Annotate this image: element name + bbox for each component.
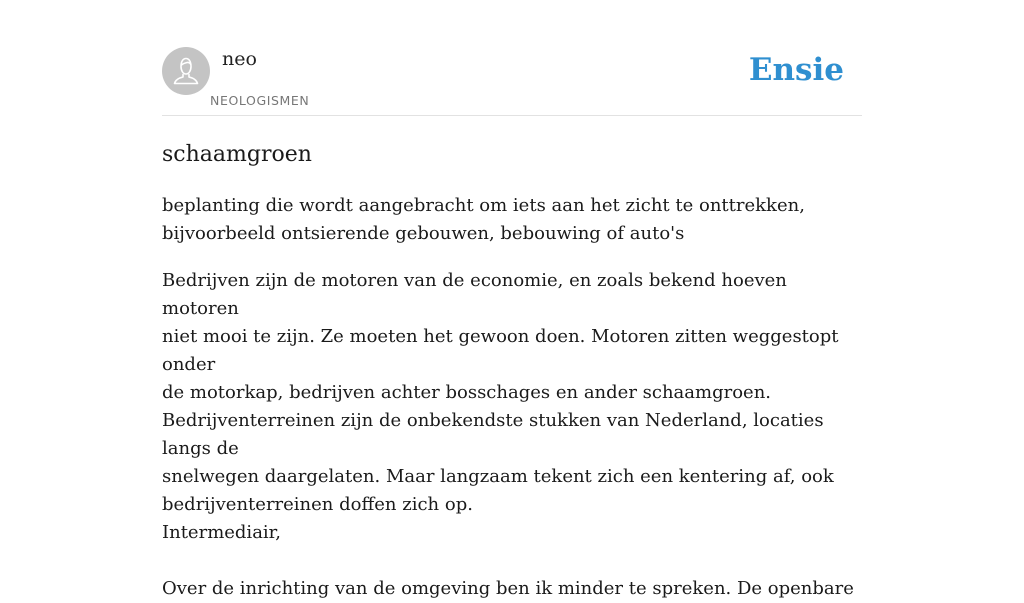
entry-header xyxy=(162,0,862,116)
category-link[interactable]: NEOLOGISMEN xyxy=(210,93,310,108)
user-silhouette-icon xyxy=(162,47,210,95)
paragraph-gap xyxy=(162,547,862,575)
entry-word: schaamgroen xyxy=(162,142,312,167)
entry-example xyxy=(162,267,862,603)
example-line: de motorkap, bedrijven achter bosschages en ander schaamgroen. xyxy=(162,382,772,403)
definition-line: bijvoorbeeld ontsierende gebouwen, bebouwing of auto's xyxy=(162,223,685,244)
author-avatar[interactable] xyxy=(162,47,210,95)
example-line: Over de inrichting van de omgeving ben ik minder te spreken. De openbare xyxy=(162,578,854,599)
page xyxy=(162,0,862,599)
example-line: Bedrijventerreinen zijn de onbekendste stukken van Nederland, locaties langs de xyxy=(162,410,824,459)
example-line: Bedrijven zijn de motoren van de economie, en zoals bekend hoeven motoren xyxy=(162,270,787,319)
ensie-logo[interactable]: Ensie xyxy=(748,52,844,88)
entry-definition xyxy=(162,192,862,248)
author-username[interactable]: neo xyxy=(222,48,257,70)
example-source: Intermediair, xyxy=(162,522,282,543)
example-line: snelwegen daargelaten. Maar langzaam tekent zich een kentering af, ook xyxy=(162,466,834,487)
example-line: niet mooi te zijn. Ze moeten het gewoon doen. Motoren zitten weggestopt onder xyxy=(162,326,839,375)
definition-line: beplanting die wordt aangebracht om iets aan het zicht te onttrekken, xyxy=(162,195,805,216)
example-line: bedrijventerreinen doffen zich op. xyxy=(162,494,473,515)
